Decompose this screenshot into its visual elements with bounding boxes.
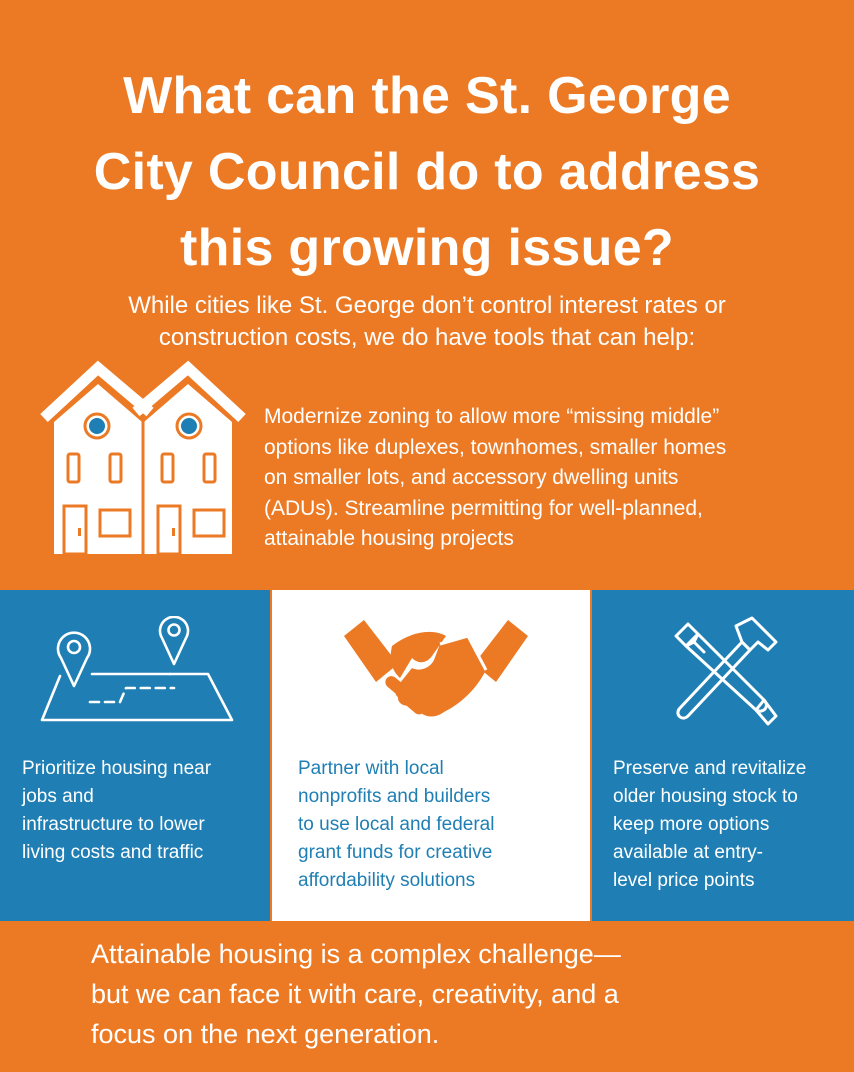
- column-line: Prioritize housing near: [22, 758, 212, 779]
- column-line: infrastructure to lower: [22, 814, 205, 835]
- column-line: grant funds for creative: [298, 842, 493, 863]
- closing-line: Attainable housing is a complex challenge—: [91, 939, 621, 969]
- column-line: Preserve and revitalize: [613, 758, 807, 779]
- column-line: affordability solutions: [298, 870, 476, 891]
- townhouse-icon: [38, 360, 248, 560]
- column-line: to use local and federal: [298, 814, 495, 835]
- column-preserve-housing: [592, 590, 854, 921]
- column-line: jobs and: [22, 786, 94, 807]
- column-line: nonprofits and builders: [298, 786, 491, 807]
- headline-line: What can the St. George: [123, 67, 731, 125]
- headline-line: City Council do to address: [93, 143, 761, 201]
- closing-line: but we can face it with care, creativity, and a: [91, 979, 619, 1009]
- headline: [0, 58, 854, 286]
- column-line: available at entry-: [613, 842, 763, 863]
- zoning-line: Modernize zoning to allow more “missing middle”: [264, 405, 720, 428]
- zoning-line: on smaller lots, and accessory dwelling units: [264, 466, 679, 489]
- column-text: [22, 755, 211, 867]
- column-partner-nonprofits: [272, 590, 590, 921]
- column-line: Partner with local: [298, 758, 444, 779]
- intro-line: construction costs, we do have tools that can help:: [158, 324, 696, 351]
- column-housing-near-jobs: [0, 590, 270, 921]
- headline-line: this growing issue?: [180, 219, 674, 277]
- tools-icon: [664, 612, 784, 732]
- strategy-columns: [0, 590, 854, 921]
- handshake-icon: [336, 614, 536, 724]
- map-route-icon: [34, 616, 238, 726]
- closing-text: [91, 934, 811, 1054]
- closing-line: focus on the next generation.: [91, 1019, 440, 1049]
- column-line: older housing stock to: [613, 786, 798, 807]
- zoning-text: [264, 402, 834, 555]
- column-text: [613, 755, 806, 895]
- zoning-line: (ADUs). Streamline permitting for well-planned,: [264, 496, 703, 520]
- column-line: level price points: [613, 870, 755, 891]
- zoning-line: attainable housing projects: [264, 527, 514, 550]
- intro-line: While cities like St. George don’t control interest rates or: [128, 292, 726, 319]
- zoning-line: options like duplexes, townhomes, smaller homes: [264, 435, 727, 459]
- column-line: living costs and traffic: [22, 842, 204, 863]
- intro-text: [0, 290, 854, 354]
- column-text: [298, 755, 494, 895]
- column-line: keep more options: [613, 814, 770, 835]
